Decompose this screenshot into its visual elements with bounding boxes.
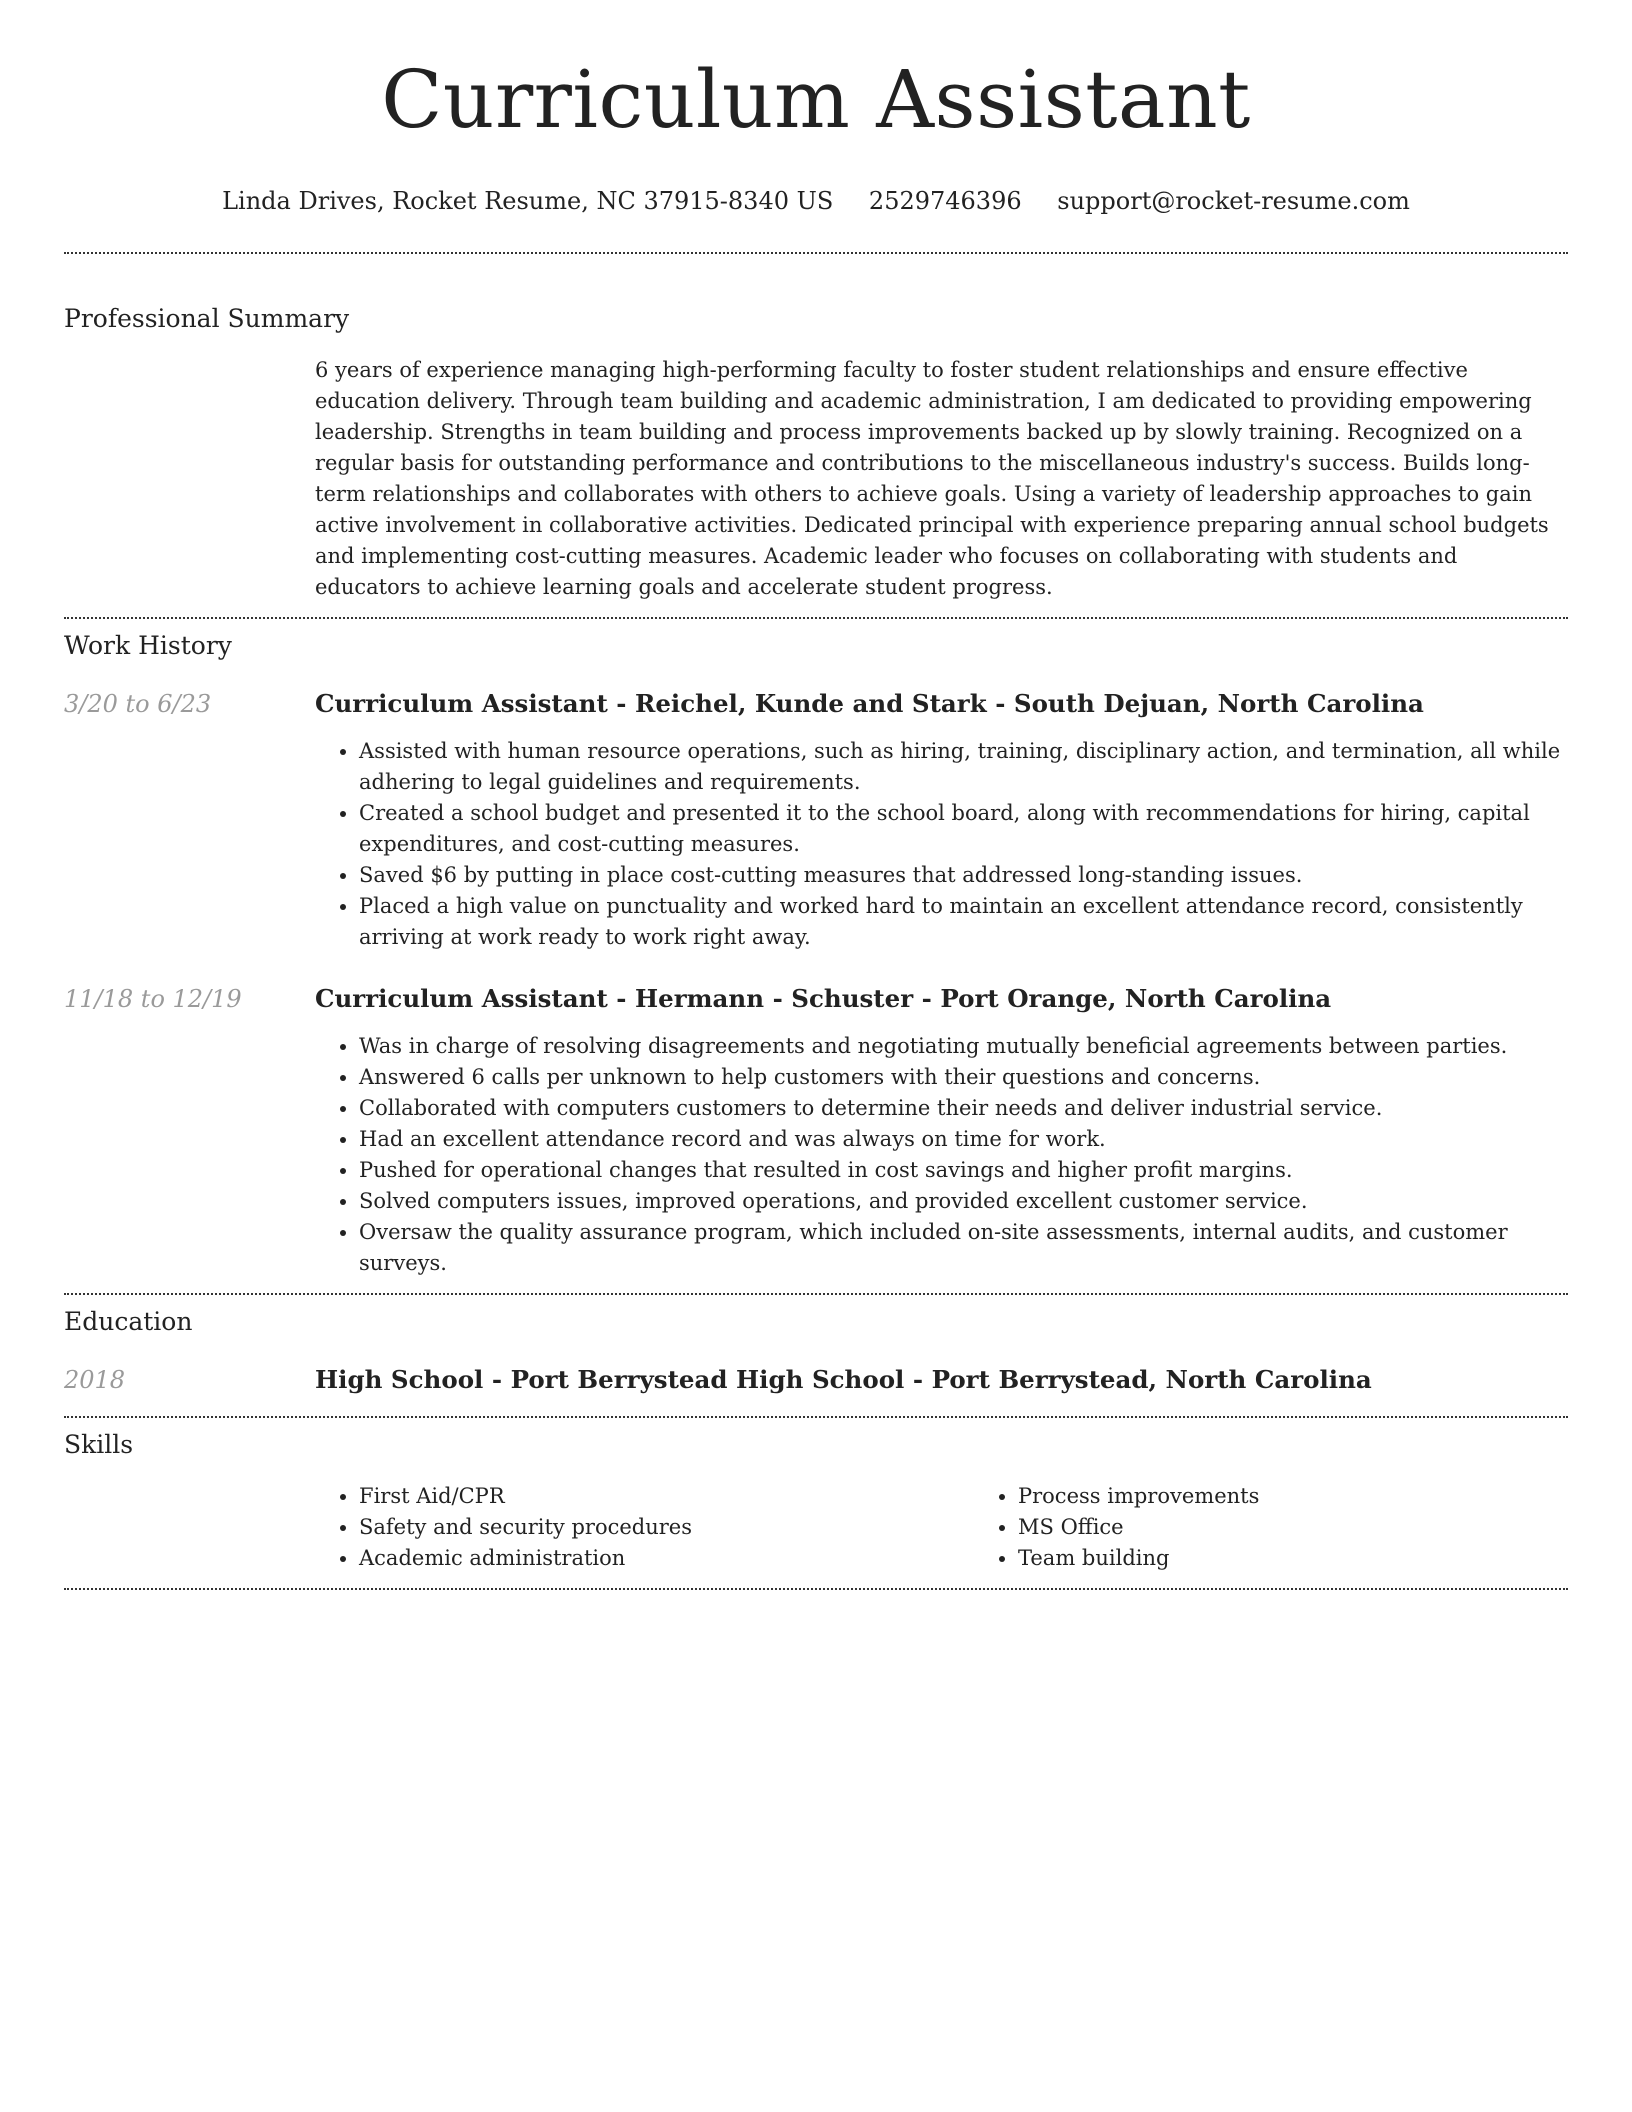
summary-section <box>64 303 1568 603</box>
skills-column-2 <box>974 1481 1632 1574</box>
job-bullet: • Collaborated with computers customers to determine their needs and deliver industrial service. <box>359 1093 1568 1124</box>
education-year: 2018 <box>64 1366 126 1394</box>
job-dates: 3/20 to 6/23 <box>64 690 212 718</box>
job-bullet: • Created a school budget and presented it to the school board, along with recommendations for hiring, capital expenditures, and cost-cutting measures. <box>359 798 1568 860</box>
job-heading: Curriculum Assistant - Reichel, Kunde and Stark - South Dejuan, North Carolina <box>315 689 1424 718</box>
summary-heading: Professional Summary <box>64 304 350 333</box>
divider <box>64 1588 1568 1590</box>
skill-item: • Academic administration <box>359 1543 974 1574</box>
contact-email: support@rocket-resume.com <box>1057 187 1410 215</box>
skills-section <box>64 1429 1568 1574</box>
job-entry <box>64 688 1568 953</box>
skill-item: • MS Office <box>1018 1512 1632 1543</box>
job-bullet: • Pushed for operational changes that resulted in cost savings and higher profit margins. <box>359 1155 1568 1186</box>
job-bullets <box>315 1031 1568 1279</box>
education-heading: Education <box>64 1307 193 1336</box>
job-bullet: • Saved $6 by putting in place cost-cutting measures that addressed long-standing issues. <box>359 860 1568 891</box>
skill-item: • Process improvements <box>1018 1481 1632 1512</box>
education-entry <box>64 1364 1568 1396</box>
job-bullet: • Assisted with human resource operations, such as hiring, training, disciplinary action, and termination, all while adhering to legal guidelines and requirements. <box>359 736 1568 798</box>
summary-text: 6 years of experience managing high-performing faculty to foster student relationships and ensure effective education delivery. Through team building and academic administration, I am dedicated to providing empowering leadership. Strengths in team building and process improvements backed up by slowly training. Recognized on a regular basis for outstanding performance and contributions to the miscellaneous industry's success. Builds long-term relationships and collaborates with others to achieve goals. Using a variety of leadership approaches to gain active involvement in collaborative activities. Dedicated principal with experience preparing annual school budgets and implementing cost-cutting measures. Academic leader who focuses on collaborating with students and educators to achieve learning goals and accelerate student progress. <box>315 358 1549 599</box>
skill-item: • Safety and security procedures <box>359 1512 974 1543</box>
job-bullets <box>315 736 1568 953</box>
education-heading-line: High School - Port Berrystead High School - Port Berrystead, North Carolina <box>315 1365 1372 1394</box>
work-history-section <box>64 630 1568 1279</box>
job-bullet: • Oversaw the quality assurance program, which included on-site assessments, internal audits, and customer surveys. <box>359 1217 1568 1279</box>
job-bullet: • Placed a high value on punctuality and worked hard to maintain an excellent attendance record, consistently arriving at work ready to work right away. <box>359 891 1568 953</box>
work-history-heading: Work History <box>64 631 232 660</box>
skill-item: • Team building <box>1018 1543 1632 1574</box>
job-dates: 11/18 to 12/19 <box>64 985 242 1013</box>
job-bullet: • Answered 6 calls per unknown to help customers with their questions and concerns. <box>359 1062 1568 1093</box>
contact-address: Linda Drives, Rocket Resume, NC 37915-8340 US <box>222 187 834 215</box>
divider <box>64 252 1568 254</box>
divider <box>64 1293 1568 1295</box>
contact-line <box>64 186 1568 216</box>
job-bullet: • Solved computers issues, improved operations, and provided excellent customer service. <box>359 1186 1568 1217</box>
skills-grid <box>315 1481 1568 1574</box>
education-section <box>64 1306 1568 1396</box>
divider <box>64 1416 1568 1418</box>
contact-phone: 2529746396 <box>868 187 1022 215</box>
skill-item: • First Aid/CPR <box>359 1481 974 1512</box>
job-entry <box>64 983 1568 1279</box>
job-bullet: • Had an excellent attendance record and was always on time for work. <box>359 1124 1568 1155</box>
resume-name: Curriculum Assistant <box>381 53 1251 146</box>
job-heading: Curriculum Assistant - Hermann - Schuster - Port Orange, North Carolina <box>315 984 1332 1013</box>
skills-column-1 <box>315 1481 974 1574</box>
skills-heading: Skills <box>64 1430 134 1459</box>
job-bullet: • Was in charge of resolving disagreements and negotiating mutually beneficial agreements between parties. <box>359 1031 1568 1062</box>
divider <box>64 617 1568 619</box>
